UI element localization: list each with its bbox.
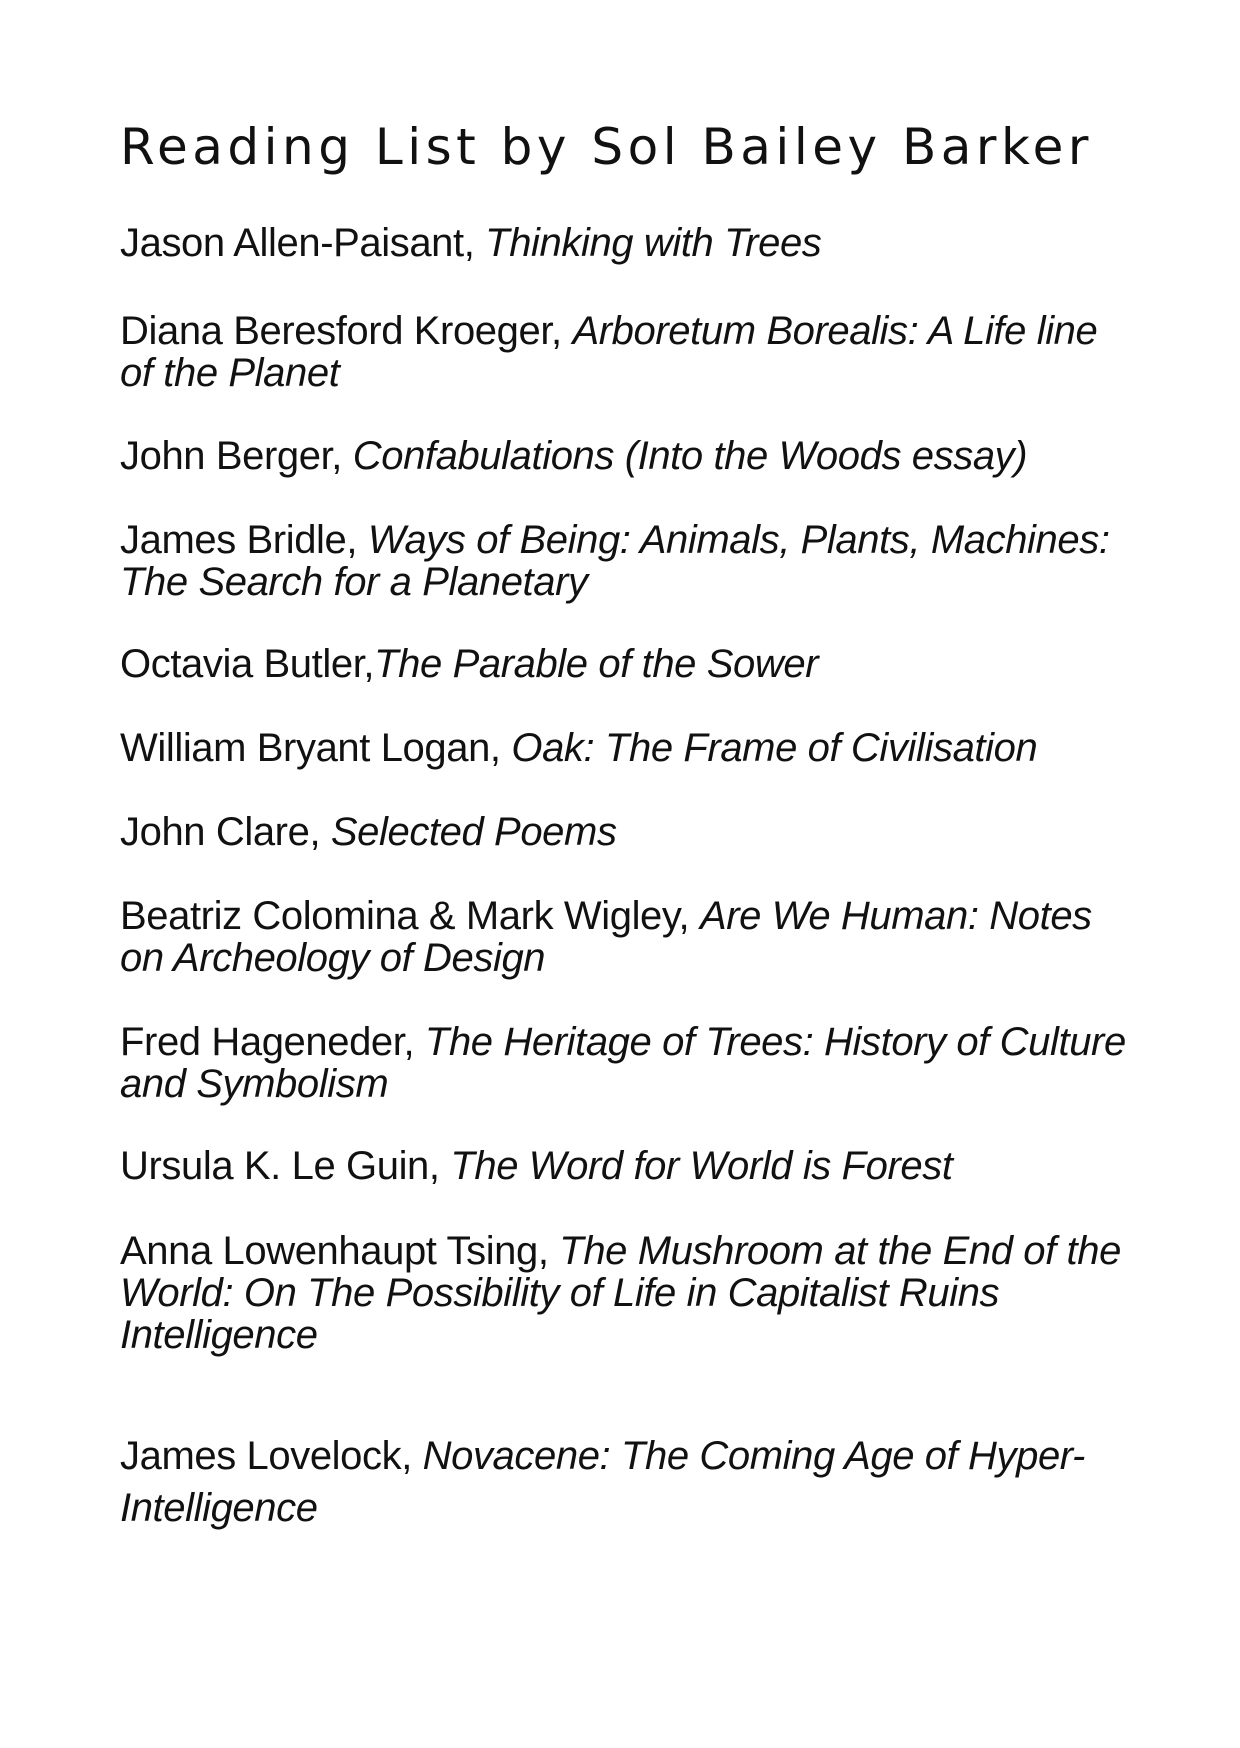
book-title: Arboretum Borealis: A Life line of the Planet <box>120 309 1098 395</box>
book-title: Oak: The Frame of Civilisation <box>511 726 1038 770</box>
author-name: Fred Hageneder, <box>120 1020 425 1064</box>
book-title: The Word for World is Forest <box>450 1144 953 1188</box>
book-title: Selected Poems <box>330 810 617 854</box>
list-item <box>120 519 1140 603</box>
list-item <box>120 895 1140 979</box>
book-title: Confabulations (Into the Woods essay) <box>352 434 1028 478</box>
page-title: Reading List by Sol Bailey Barker <box>120 118 1093 176</box>
author-name: Beatriz Colomina & Mark Wigley, <box>120 894 700 938</box>
list-item <box>120 643 1140 685</box>
list-item <box>120 727 1140 769</box>
list-item <box>120 1230 1140 1356</box>
author-name: John Clare, <box>120 810 331 854</box>
author-name: James Lovelock, <box>120 1434 423 1478</box>
author-name: William Bryant Logan, <box>120 726 512 770</box>
book-title: Are We Human: Notes on Archeology of Design <box>120 894 1092 980</box>
book-title: The Mushroom at the End of the World: On The Possibility of Life in Capitalist Ruins Intelligence <box>120 1229 1121 1357</box>
list-item <box>120 1430 1140 1534</box>
author-name: Diana Beresford Kroeger, <box>120 309 573 353</box>
list-item <box>120 1145 1140 1187</box>
book-title: The Parable of the Sower <box>374 642 819 686</box>
list-item <box>120 222 1140 264</box>
author-name: Ursula K. Le Guin, <box>120 1144 451 1188</box>
book-title: Thinking with Trees <box>485 221 822 265</box>
list-item <box>120 811 1140 853</box>
book-title: The Heritage of Trees: History of Culture and Symbolism <box>120 1020 1126 1106</box>
author-name: Octavia Butler, <box>120 642 375 686</box>
author-name: Jason Allen-Paisant, <box>120 221 486 265</box>
list-item <box>120 435 1140 477</box>
book-title: Novacene: The Coming Age of Hyper-Intelligence <box>120 1434 1085 1530</box>
author-name: John Berger, <box>120 434 353 478</box>
author-name: James Bridle, <box>120 518 368 562</box>
book-title: Ways of Being: Animals, Plants, Machines: The Search for a Planetary <box>120 518 1110 604</box>
list-item <box>120 1021 1140 1105</box>
author-name: Anna Lowenhaupt Tsing, <box>120 1229 560 1273</box>
list-item <box>120 310 1140 394</box>
